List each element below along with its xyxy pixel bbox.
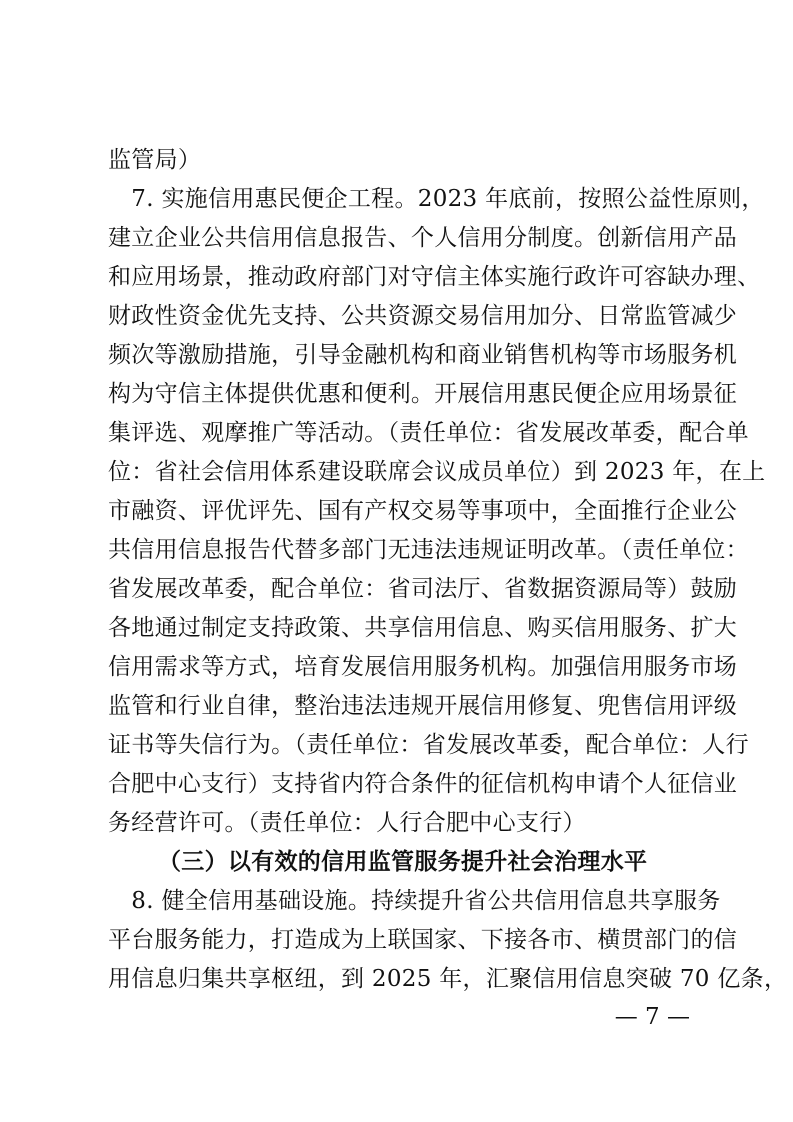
text-line: 合肥中心支行）支持省内符合条件的征信机构申请个人征信业	[108, 771, 738, 797]
text-line: 7. 实施信用惠民便企工程。2023 年底前，按照公益性原则，	[108, 186, 765, 212]
text-line: 各地通过制定支持政策、共享信用信息、购买信用服务、扩大	[108, 615, 738, 641]
text-line: 构为守信主体提供优惠和便利。开展信用惠民便企应用场景征	[108, 381, 738, 407]
text-line: 信用需求等方式，培育发展信用服务机构。加强信用服务市场	[108, 654, 738, 680]
text-line: 共信用信息报告代替多部门无违法违规证明改革。（责任单位：	[108, 537, 749, 563]
section-heading: （三）以有效的信用监管服务提升社会治理水平	[158, 849, 648, 875]
text-line: 和应用场景，推动政府部门对守信主体实施行政许可容缺办理、	[108, 264, 761, 290]
text-line: 位：省社会信用体系建设联席会议成员单位）到 2023 年，在上	[108, 459, 766, 485]
text-line: 监管局）	[108, 147, 202, 173]
page-number: — 7 —	[614, 1004, 690, 1030]
text-line: 市融资、评优评先、国有产权交易等事项中，全面推行企业公	[108, 498, 738, 524]
text-line: 监管和行业自律，整治违法违规开展信用修复、兜售信用评级	[108, 693, 738, 719]
text-line: 用信息归集共享枢纽，到 2025 年，汇聚信用信息突破 70 亿条，	[108, 966, 788, 992]
text-line: 平台服务能力，打造成为上联国家、下接各市、横贯部门的信	[108, 927, 738, 953]
text-line: 财政性资金优先支持、公共资源交易信用加分、日常监管减少	[108, 303, 738, 329]
text-line: 务经营许可。（责任单位：人行合肥中心支行）	[108, 810, 586, 836]
text-line: 省发展改革委，配合单位：省司法厅、省数据资源局等）鼓励	[108, 576, 738, 602]
text-line: 集评选、观摩推广等活动。（责任单位：省发展改革委，配合单	[108, 420, 749, 446]
text-line: 证书等失信行为。（责任单位：省发展改革委，配合单位：人行	[108, 732, 749, 758]
text-line: 8. 健全信用基础设施。持续提升省公共信用信息共享服务	[108, 888, 721, 914]
text-line: 建立企业公共信用信息报告、个人信用分制度。创新信用产品	[108, 225, 738, 251]
text-line: 频次等激励措施，引导金融机构和商业销售机构等市场服务机	[108, 342, 738, 368]
